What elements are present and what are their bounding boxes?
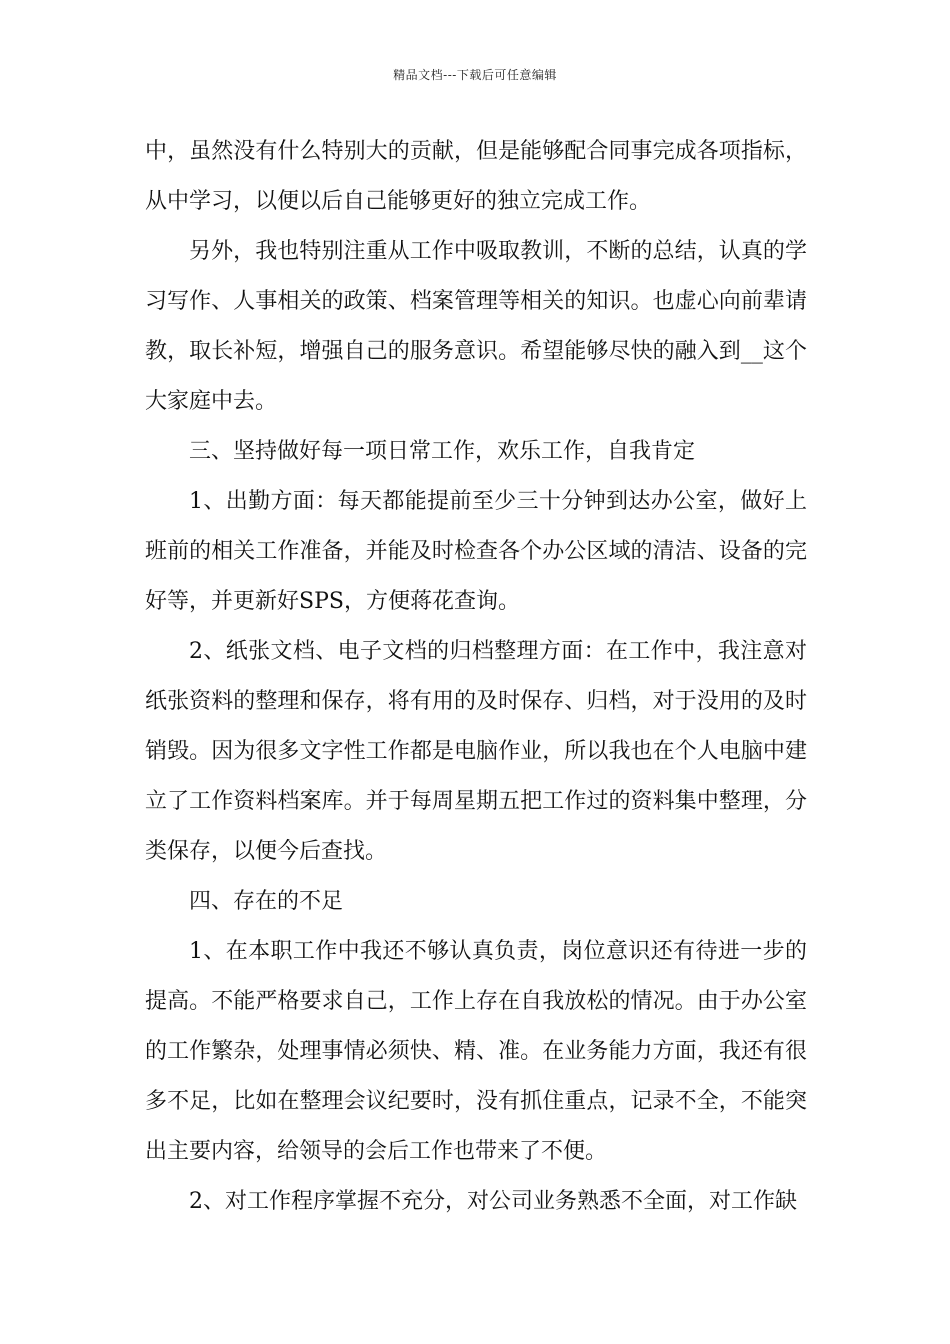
paragraph-attendance: 1、出勤方面：每天都能提前至少三十分钟到达办公室，做好上班前的相关工作准备，并能及时检查各个办公区域的清洁、设备的完好等，并更新好SPS，方便蒋花查询。 [145,489,807,614]
paragraph-learning: 另外，我也特别注重从工作中吸取教训，不断的总结，认真的学习写作、人事相关的政策、档案管理等相关的知识。也虚心向前辈请教，取长补短，增强自己的服务意识。希望能够尽快的融入到__这个大家庭中去。 [145,239,807,414]
section-heading-shortcomings: 四、存在的不足 [189,889,344,914]
paragraph-continuation: 中，虽然没有什么特别大的贡献，但是能够配合同事完成各项指标，从中学习，以便以后自己能够更好的独立完成工作。 [145,139,807,214]
paragraph-shortcoming-1: 1、在本职工作中我还不够认真负责，岗位意识还有待进一步的提高。不能严格要求自己，工作上存在自我放松的情况。由于办公室的工作繁杂，处理事情必须快、精、准。在业务能力方面，我还有很多不足，比如在整理会议纪要时，没有抓住重点，记录不全，不能突出主要内容，给领导的会后工作也带来了不便。 [145,939,807,1164]
section-heading-daily-work: 三、坚持做好每一项日常工作，欢乐工作，自我肯定 [189,439,696,464]
paragraph-shortcoming-2: 2、对工作程序掌握不充分，对公司业务熟悉不全面，对工作缺 [189,1189,797,1214]
document-body [145,127,807,1227]
page-header: 精品文档---下载后可任意编辑 [393,68,557,82]
paragraph-archiving: 2、纸张文档、电子文档的归档整理方面：在工作中，我注意对纸张资料的整理和保存，将有用的及时保存、归档，对于没用的及时销毁。因为很多文字性工作都是电脑作业，所以我也在个人电脑中建立了工作资料档案库。并于每周星期五把工作过的资料集中整理，分类保存，以便今后查找。 [145,639,807,864]
